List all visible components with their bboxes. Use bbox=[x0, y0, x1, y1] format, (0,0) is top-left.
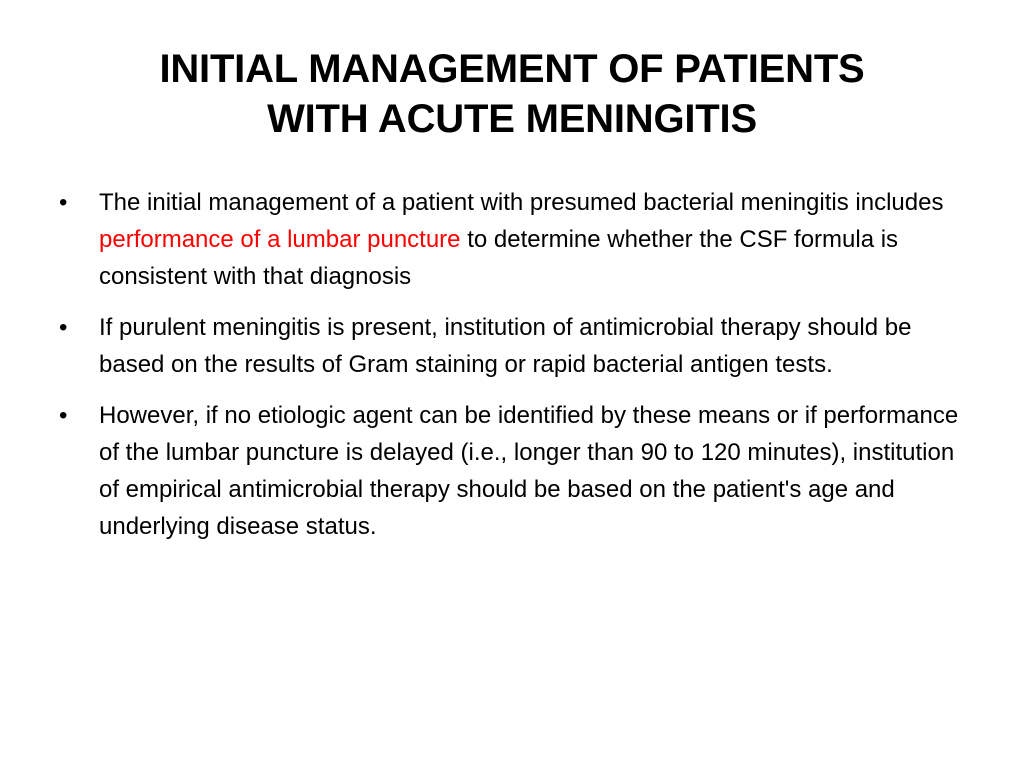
title-line-2: WITH ACUTE MENINGITIS bbox=[267, 97, 757, 141]
bullet-1-text-end: to determine whether the CSF formula is consistent with that diagnosis bbox=[99, 226, 899, 290]
bullet-icon: • bbox=[59, 314, 68, 341]
bullet-list bbox=[0, 184, 1024, 559]
bullet-item-2 bbox=[0, 309, 1024, 383]
bullet-2-text: If purulent meningitis is present, institution of antimicrobial therapy should be based on the results of Gram staining or rapid bacterial antigen tests. bbox=[99, 314, 912, 378]
slide-title bbox=[60, 44, 964, 144]
bullet-item-3 bbox=[0, 397, 1024, 545]
bullet-3-text: However, if no etiologic agent can be identified by these means or if performance of the lumbar puncture is delayed (i.e., longer than 90 to 120 minutes), institution of empirical antimicrobial therapy should be based on the patient's age and underlying disease status. bbox=[99, 402, 959, 540]
bullet-item-1 bbox=[0, 184, 1024, 295]
bullet-1-text-start: The initial management of a patient with presumed bacterial meningitis includes bbox=[99, 189, 944, 216]
bullet-icon: • bbox=[59, 189, 68, 216]
title-line-1: INITIAL MANAGEMENT OF PATIENTS bbox=[159, 47, 865, 91]
bullet-1-highlight: performance of a lumbar puncture bbox=[99, 226, 461, 253]
bullet-icon: • bbox=[59, 402, 68, 429]
